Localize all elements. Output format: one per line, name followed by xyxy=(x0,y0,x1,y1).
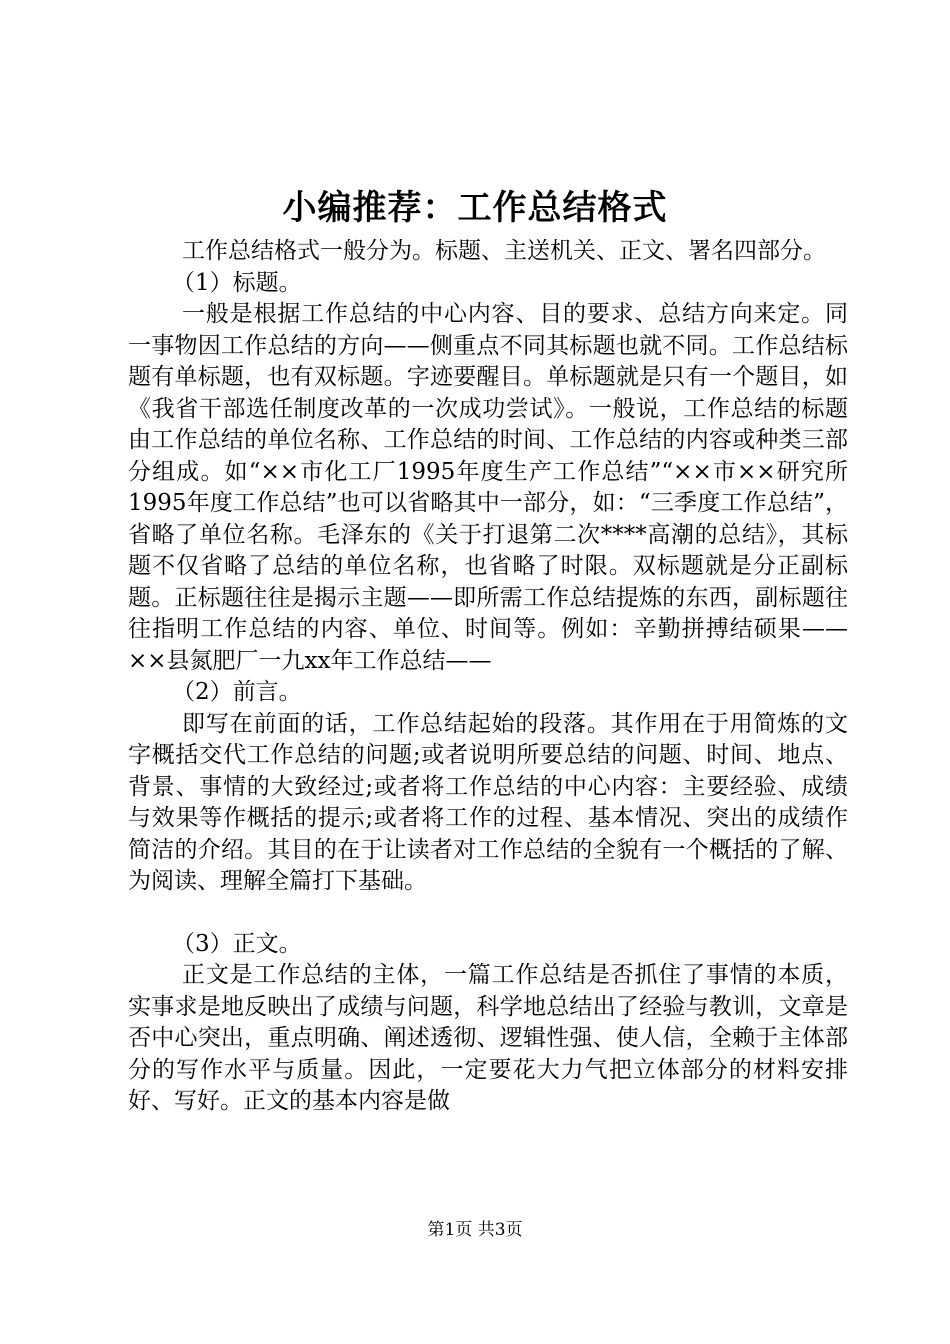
page-title: 小编推荐：工作总结格式 xyxy=(282,188,668,228)
paragraph-intro: 工作总结格式一般分为。标题、主送机关、正文、署名四部分。 xyxy=(182,238,826,264)
document-body xyxy=(128,236,848,1118)
paragraph-preface-section: 即写在前面的话，工作总结起始的段落。其作用在于用简炼的文字概括交代工作总结的问题;或者说明所要总结的问题、时间、地点、背景、事情的大致经过;或者将工作总结的中心内容：主要经验、成绩与效果等作概括的提示;或者将工作的过程、基本情况、突出的成绩作简洁的介绍。其目的在于让读者对工作总结的全貌有一个概括的了解、为阅读、理解全篇打下基础。 xyxy=(128,710,848,894)
section-heading-title: （1）标题。 xyxy=(172,269,302,296)
section-heading-preface: （2）前言。 xyxy=(172,679,302,705)
section-heading-main-text: （3）正文。 xyxy=(172,930,302,957)
page-footer: 第1页 共3页 xyxy=(427,1220,523,1240)
paragraph-main-text-section: 正文是工作总结的主体，一篇工作总结是否抓住了事情的本质，实事求是地反映出了成绩与问题，科学地总结出了经验与教训，文章是否中心突出，重点明确、阐述透彻、逻辑性强、使人信，全赖于主体部分的写作水平与质量。因此，一定要花大力气把立体部分的材料安排好、写好。正文的基本内容是做 xyxy=(128,962,848,1114)
paragraph-title-section: 一般是根据工作总结的中心内容、目的要求、总结方向来定。同一事物因工作总结的方向——侧重点不同其标题也就不同。工作总结标题有单标题，也有双标题。字迹要醒目。单标题就是只有一个题目，如《我省干部选任制度改革的一次成功尝试》。一般说，工作总结的标题由工作总结的单位名称、工作总结的时间、工作总结的内容或种类三部分组成。如“××市化工厂1995年度生产工作总结”“××市××研究所1995年度工作总结”也可以省略其中一部分，如：“三季度工作总结”，省略了单位名称。毛泽东的《关于打退第二次****高潮的总结》，其标题不仅省略了总结的单位名称，也省略了时限。双标题就是分正副标题。正标题往往是揭示主题——即所需工作总结提炼的东西，副标题往往指明工作总结的内容、单位、时间等。例如：辛勤拼搏结硕果——××县氮肥厂一九xx年工作总结—— xyxy=(128,301,848,674)
